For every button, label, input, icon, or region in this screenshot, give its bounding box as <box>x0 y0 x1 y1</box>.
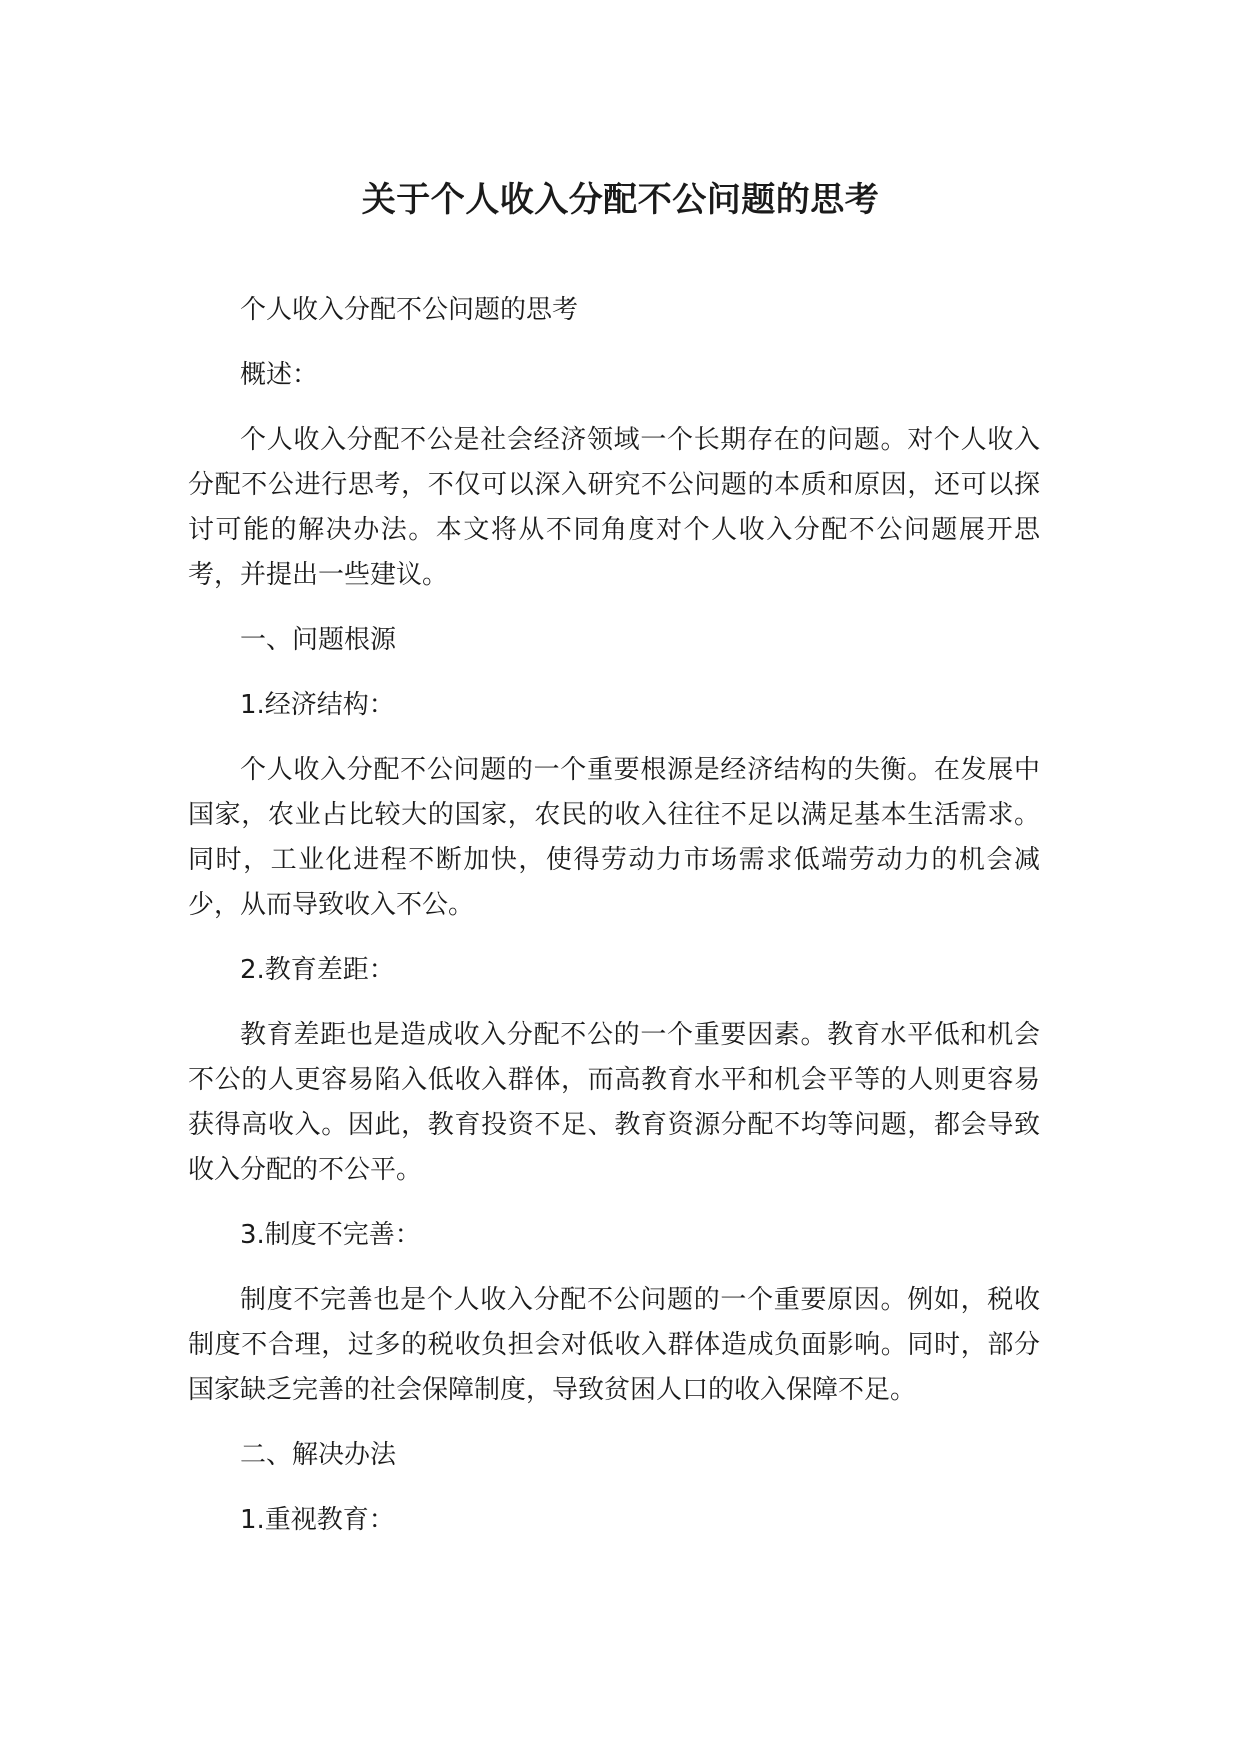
institutional-flaws-paragraph: 制度不完善也是个人收入分配不公问题的一个重要原因。例如，税收制度不合理，过多的税收负担会对低收入群体造成负面影响。同时，部分国家缺乏完善的社会保障制度，导致贫困人口的收入保障不足。 <box>188 1285 1040 1405</box>
subtitle-paragraph: 个人收入分配不公问题的思考 <box>240 295 579 325</box>
document-body <box>188 288 1040 1543</box>
subheading-institutional-flaws: 3.制度不完善： <box>240 1220 421 1250</box>
subheading-economic-structure: 1.经济结构： <box>240 690 395 720</box>
overview-heading: 概述： <box>240 360 319 390</box>
subheading-value-education: 1.重视教育： <box>240 1505 395 1535</box>
overview-paragraph: 个人收入分配不公是社会经济领域一个长期存在的问题。对个人收入分配不公进行思考，不仅可以深入研究不公问题的本质和原因，还可以探讨可能的解决办法。本文将从不同角度对个人收入分配不公问题展开思考，并提出一些建议。 <box>188 425 1040 590</box>
economic-structure-paragraph: 个人收入分配不公问题的一个重要根源是经济结构的失衡。在发展中国家，农业占比较大的国家，农民的收入往往不足以满足基本生活需求。同时，工业化进程不断加快，使得劳动力市场需求低端劳动力的机会减少，从而导致收入不公。 <box>188 755 1040 920</box>
subheading-education-gap: 2.教育差距： <box>240 955 395 985</box>
section-heading-solutions: 二、解决办法 <box>240 1440 397 1470</box>
section-heading-problem-roots: 一、问题根源 <box>240 625 397 655</box>
education-gap-paragraph: 教育差距也是造成收入分配不公的一个重要因素。教育水平低和机会不公的人更容易陷入低收入群体，而高教育水平和机会平等的人则更容易获得高收入。因此，教育投资不足、教育资源分配不均等问题，都会导致收入分配的不公平。 <box>188 1020 1040 1185</box>
document-title: 关于个人收入分配不公问题的思考 <box>361 180 880 220</box>
